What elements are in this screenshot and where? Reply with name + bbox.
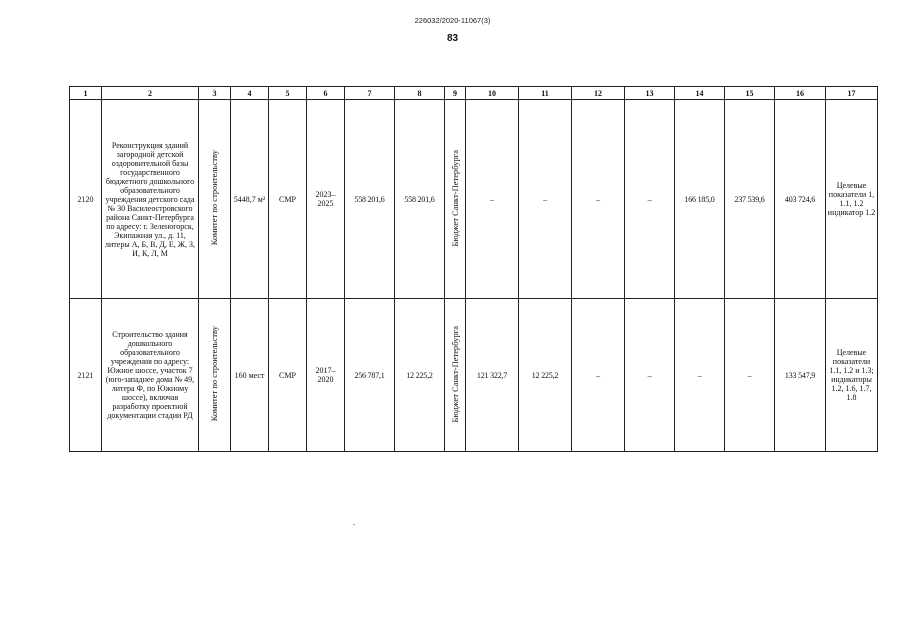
amount-cell: – [572,299,625,452]
remaining-cost-cell: 558 201,6 [395,100,445,299]
amount-cell: 403 724,6 [775,100,826,299]
customer-text: Комитет по строительству [209,326,219,422]
amount-cell: – [625,100,675,299]
amount-cell: 12 225,2 [519,299,572,452]
document-id: 226032/2020-11067(3) [414,16,491,25]
amount-cell: – [572,100,625,299]
amount-cell: – [675,299,725,452]
object-name: Строительство здания дошкольного образовательного учреждения по адресу: Южное шоссе, участок 7 (юго-западнее дома № 49, литера Ф, по Южному шоссе), включая разработку проектной документации стадии РД [102,299,199,452]
total-cost-cell: 256 787,1 [345,299,395,452]
target-indicators-cell: Целевые показатели 1.1, 1.2 и 1.3; индикаторы 1.2, 1.6, 1.7, 1.8 [826,299,878,452]
remaining-cost-cell: 12 225,2 [395,299,445,452]
capacity-cell: 5448,7 м² [231,100,269,299]
page-number: 83 [446,33,459,44]
amount-cell: 237 539,6 [725,100,775,299]
row-number: 2121 [70,299,102,452]
source-text: Бюджет Санкт-Петербурга [449,149,460,247]
work-type-cell: СМР [269,299,307,452]
customer-cell [199,299,231,452]
column-header: 6 [307,87,345,100]
customer-text: Комитет по строительству [209,150,219,246]
source-cell [445,100,466,299]
target-indicators-cell: Целевые показатели 1, 1.1, 1.2 индикатор 1.2 [826,100,878,299]
work-type-cell: СМР [269,100,307,299]
amount-cell: 133 547,9 [775,299,826,452]
column-header: 1 [70,87,102,100]
column-header: 3 [199,87,231,100]
header-row [70,87,878,100]
customer-cell [199,100,231,299]
column-header: 15 [725,87,775,100]
amount-cell: – [625,299,675,452]
column-header: 12 [572,87,625,100]
column-header: 11 [519,87,572,100]
investment-table [69,86,878,452]
amount-cell: – [466,100,519,299]
capacity-cell: 160 мест [231,299,269,452]
column-header: 7 [345,87,395,100]
object-name: Реконструкция зданий загородной детской оздоровительной базы государственного бюджетного дошкольного образовательного учреждения детского сада № 30 Василеостровского района Санкт-Петербурга по адресу: г. Зеленогорск, Экипажная ул., д. 11, литеры А, Б, В, Д, Е, Ж, З, И, К, Л, М [102,100,199,299]
column-header: 16 [775,87,826,100]
amount-cell: 166 185,0 [675,100,725,299]
column-header: 10 [466,87,519,100]
column-header: 4 [231,87,269,100]
column-header: 2 [102,87,199,100]
column-header: 17 [826,87,878,100]
total-cost-cell: 558 201,6 [345,100,395,299]
row-number: 2120 [70,100,102,299]
column-header: 9 [445,87,466,100]
source-text: Бюджет Санкт-Петербурга [449,325,460,423]
column-header: 8 [395,87,445,100]
period-cell: 2017–2020 [307,299,345,452]
column-header: 13 [625,87,675,100]
period-cell: 2023–2025 [307,100,345,299]
amount-cell: – [725,299,775,452]
table-row [70,100,878,299]
source-cell [445,299,466,452]
scan-speck [353,524,355,525]
column-header: 14 [675,87,725,100]
column-header: 5 [269,87,307,100]
amount-cell: 121 322,7 [466,299,519,452]
amount-cell: – [519,100,572,299]
table-row [70,299,878,452]
